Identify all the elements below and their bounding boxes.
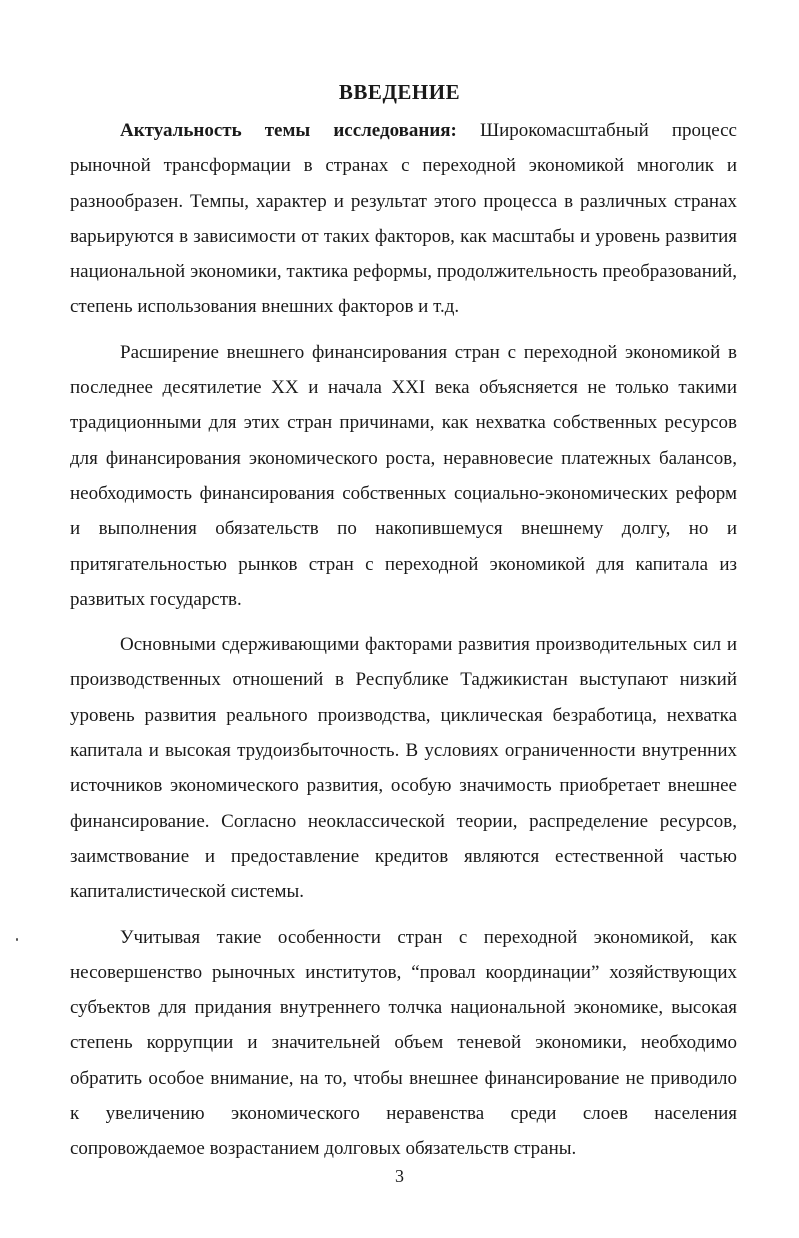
section-title: ВВЕДЕНИЕ (338, 80, 461, 104)
paragraph-relevance (70, 113, 737, 325)
page-number: 3 (395, 1166, 404, 1186)
paragraph-external-financing: Расширение внешнего финансирования стран с переходной экономикой в последнее десятилетие XX и начала XXI века объясняется не только такими традиционными для этих стран причинами, как нехватка собственных ресурсов для финансирования экономического роста, неравновесие платежных балансов, необходимость финансирования собственных социально-экономических реформ и выполнения обязательств по накопившемуся внешнему долгу, но и притягательностью рынков стран с переходной экономикой для капитала из развитых государств. (70, 341, 737, 610)
scan-speck (16, 938, 18, 941)
paragraph-constraints: Основными сдерживающими факторами развития производительных сил и производственных отношений в Республике Таджикистан выступают низкий уровень развития реального производства, циклическая безработица, нехватка капитала и высокая трудоизбыточность. В условиях ограниченности внутренних источников экономического развития, особую значимость приобретает внешнее финансирование. Согласно неоклассической теории, распределение ресурсов, заимствование и предоставление кредитов являются естественной частью капиталистической системы. (70, 634, 737, 903)
paragraph-features: Учитывая такие особенности стран с переходной экономикой, как несовершенство рыночных институтов, “провал координации” хозяйствующих субъектов для придания внутреннего толчка национальной экономике, высокая степень коррупции и значительней объем теневой экономики, необходимо обратить особое внимание, на то, чтобы внешнее финансирование не приводило к увеличению экономического неравенства среди слоев населения сопровождаемое возрастанием долговых обязательств страны. (70, 926, 737, 1160)
document-body (70, 113, 737, 1167)
paragraph-lead: Актуальность темы исследования: (120, 120, 457, 141)
paragraph-text: Широкомасштабный процесс рыночной трансформации в странах с переходной экономикой многолик и разнообразен. Темпы, характер и результат этого процесса в различных странах варьируются в зависимости от таких факторов, как масштабы и уровень развития национальной экономики, тактика реформы, продолжительность преобразований, степень использования внешних факторов и т.д. (70, 120, 737, 318)
